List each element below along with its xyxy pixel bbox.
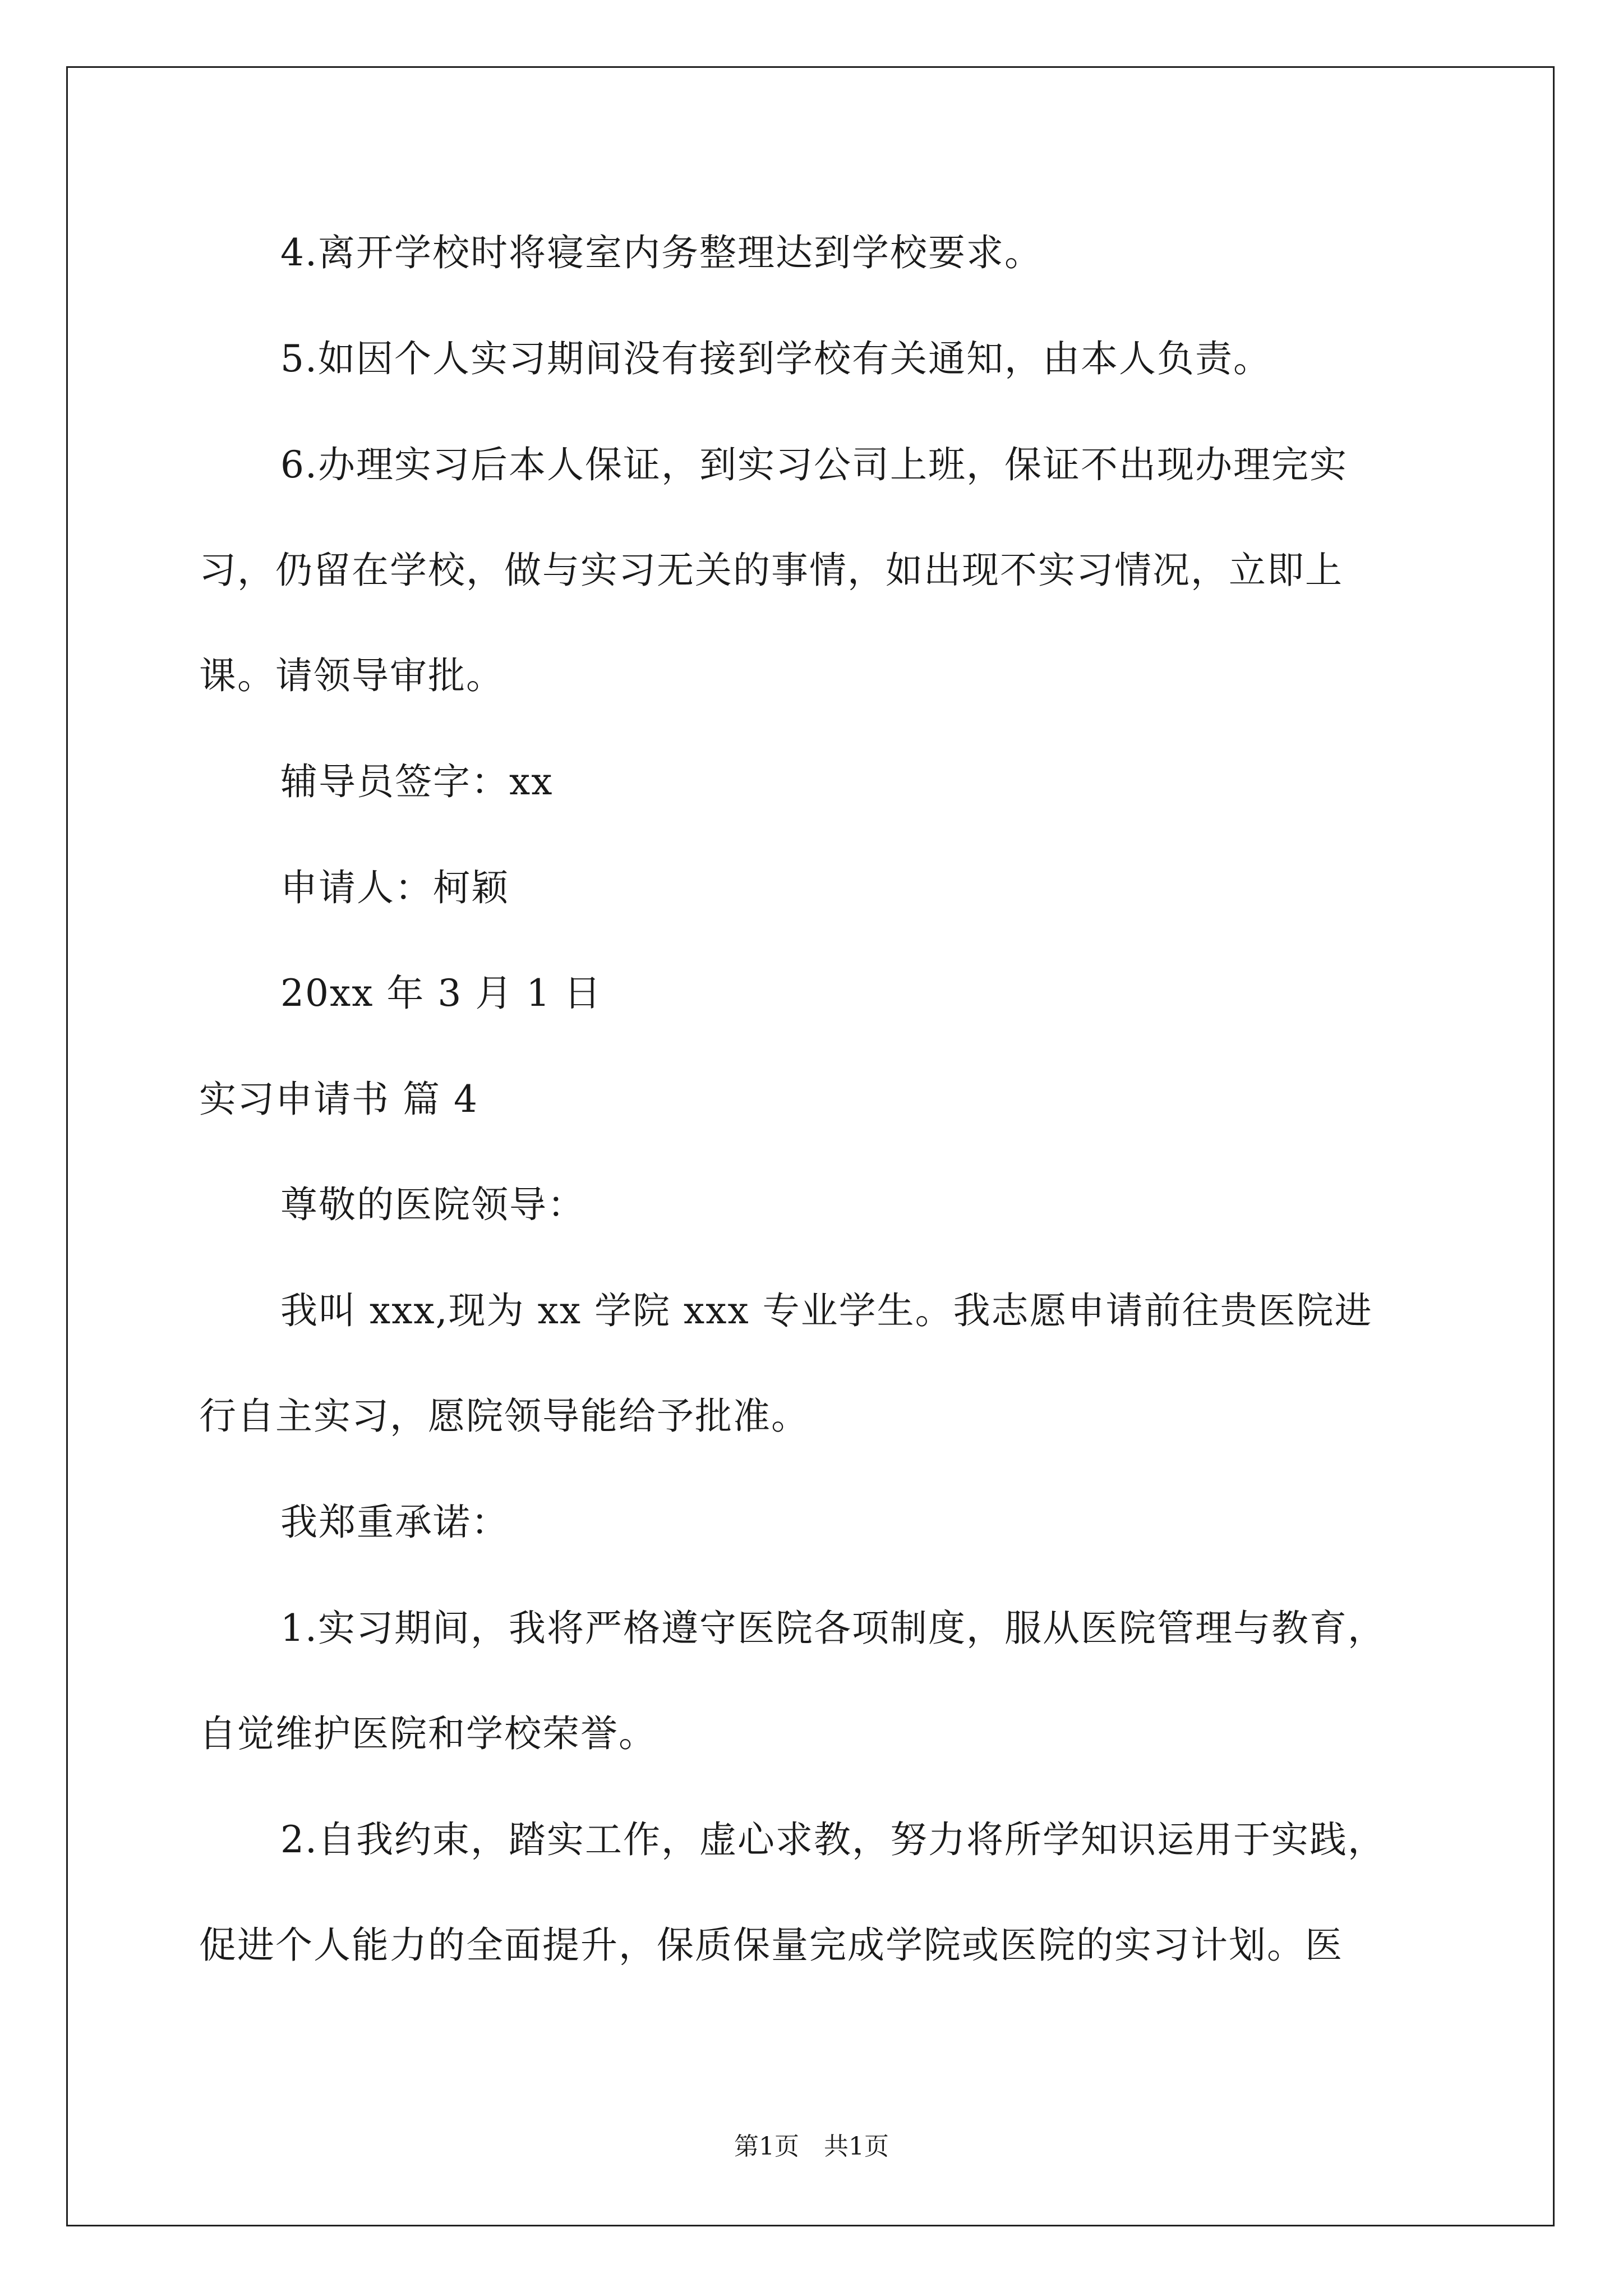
text-line: 自觉维护医院和学校荣誉。 bbox=[199, 1712, 657, 1755]
text-line: 20xx 年 3 月 1 日 bbox=[280, 972, 602, 1015]
text-line: 尊敬的医院领导： bbox=[280, 1183, 585, 1226]
text-line: 我叫 xxx,现为 xx 学院 xxx 专业学生。我志愿申请前往贵医院进 bbox=[280, 1289, 1373, 1332]
text-line: 习，仍留在学校，做与实习无关的事情，如出现不实习情况，立即上 bbox=[199, 549, 1343, 592]
text-line: 5.如因个人实习期间没有接到学校有关通知，由本人负责。 bbox=[280, 337, 1271, 380]
text-line: 促进个人能力的全面提升，保质保量完成学院或医院的实习计划。医 bbox=[199, 1924, 1343, 1967]
text-line: 辅导员签字：xx bbox=[280, 760, 554, 803]
text-line: 1.实习期间，我将严格遵守医院各项制度，服从医院管理与教育， bbox=[280, 1607, 1386, 1650]
page-border bbox=[66, 66, 1555, 2226]
page-footer: 第1页 共1页 bbox=[734, 2132, 889, 2161]
text-line: 课。请领导审批。 bbox=[199, 654, 504, 697]
text-line: 4.离开学校时将寝室内务整理达到学校要求。 bbox=[280, 231, 1043, 274]
text-line: 我郑重承诺： bbox=[280, 1501, 509, 1544]
section-heading: 实习申请书 篇 4 bbox=[199, 1078, 478, 1121]
text-line: 2.自我约束，踏实工作，虚心求教，努力将所学知识运用于实践， bbox=[280, 1818, 1386, 1861]
text-line: 6.办理实习后本人保证，到实习公司上班，保证不出现办理完实 bbox=[280, 443, 1348, 486]
text-line: 申请人：柯颖 bbox=[280, 866, 509, 909]
text-line: 行自主实习，愿院领导能给予批准。 bbox=[199, 1395, 809, 1438]
